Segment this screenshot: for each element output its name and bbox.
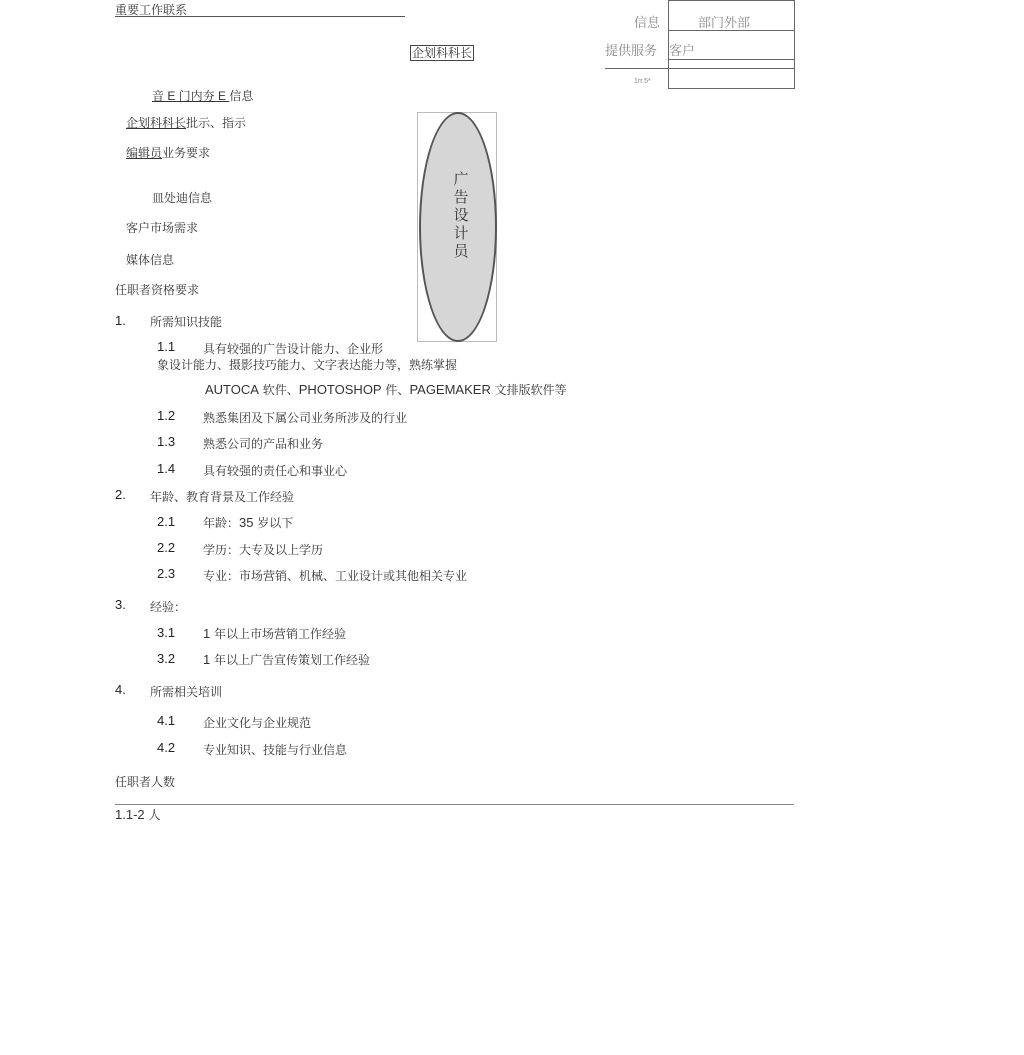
headcount-label: 任职者人数 — [115, 775, 176, 789]
age-label: 年龄： — [203, 516, 240, 530]
info-box-divider — [668, 59, 795, 60]
item-1-1-number: 1.1 — [157, 339, 176, 354]
section2-number: 2. — [115, 487, 126, 502]
info-box-divider — [605, 68, 795, 69]
internal-info-line2 — [126, 144, 210, 161]
headcount-unit: 人 — [144, 808, 161, 822]
item-2-2-text: 学历：大专及以上学历 — [203, 543, 324, 557]
item-1-3-text: 熟悉公司的产品和业务 — [203, 437, 324, 451]
internal-info-heading-suffix: 信息 — [229, 89, 254, 103]
age-value: 35 — [239, 515, 254, 530]
item-2-3-number: 2.3 — [157, 566, 176, 581]
software-text: 软件、 — [258, 383, 299, 397]
section1-title: 所需知识技能 — [150, 315, 223, 329]
item-1-2-number: 1.2 — [157, 408, 176, 423]
item-1-1-line2: 象设计能力、摄影技巧能力、文字表达能力等，熟练掌握 — [157, 358, 458, 372]
item-4-2-text: 专业知识、技能与行业信息 — [203, 743, 348, 757]
section4-number: 4. — [115, 682, 126, 697]
section3-number: 3. — [115, 597, 126, 612]
info-label: 信息 — [634, 16, 661, 31]
headcount-number: 1.1-2 — [115, 807, 145, 822]
item-1-4-text: 具有较强的责任心和事业心 — [203, 464, 348, 478]
item-3-2-number: 3.2 — [157, 651, 176, 666]
external-info-heading: 皿处迪信息 — [152, 191, 213, 205]
planning-chief-link: 企划科科长 — [126, 116, 187, 130]
dept-value: 部门外部 — [698, 16, 751, 31]
internal-info-heading-main: 音 E 门内夯 E — [152, 89, 230, 103]
item-1-1-line1: 具有较强的广告设计能力、企业形 — [203, 342, 384, 356]
header-underline — [115, 16, 405, 17]
section3-title: 经验： — [150, 600, 187, 614]
service-label: 提供服务 — [605, 44, 658, 59]
external-info-line2: 媒体信息 — [126, 253, 175, 267]
item-2-3-text: 专业：市场营销、机械、工业设计或其他相关专业 — [203, 569, 468, 583]
pagemaker-text: PAGEMAKER — [409, 382, 491, 397]
item-1-3-number: 1.3 — [157, 434, 176, 449]
page-header-title: 重要工作联系 — [115, 3, 188, 17]
item-2-1-number: 2.1 — [157, 514, 176, 529]
headcount-value — [115, 806, 160, 823]
customer-value: 客户 — [669, 44, 696, 59]
item-4-1-text: 企业文化与企业规范 — [203, 716, 312, 730]
age-suffix: 岁以下 — [253, 516, 294, 530]
small-note: 1rr.5* — [634, 78, 651, 85]
photoshop-text: PHOTOSHOP — [298, 382, 382, 397]
item-1-2-text: 熟悉集团及下属公司业务所涉及的行业 — [203, 411, 408, 425]
item-2-2-number: 2.2 — [157, 540, 176, 555]
layout-software-text: 文排版软件等 — [490, 383, 567, 397]
section1-number: 1. — [115, 313, 126, 328]
line2-rest: 业务要求 — [162, 146, 211, 160]
item-3-2-rest: 年以上广告宣传策划工作经验 — [210, 653, 371, 667]
item-3-2-text — [203, 651, 370, 668]
section4-title: 所需相关培训 — [150, 685, 223, 699]
item-3-2-years: 1 — [203, 652, 211, 667]
section2-title: 年龄、教育背景及工作经验 — [150, 490, 295, 504]
item-2-1-text — [203, 514, 293, 531]
planning-chief-box — [410, 44, 474, 61]
item-1-4-number: 1.4 — [157, 461, 176, 476]
line1-rest: 批示、指示 — [186, 116, 247, 130]
editor-link: 编辑员 — [126, 146, 163, 160]
item-3-1-number: 3.1 — [157, 625, 176, 640]
item-1-1-line3 — [205, 381, 567, 398]
autocad-text: AUTOCA — [205, 382, 259, 397]
ad-designer-label: 广告设计员 — [453, 170, 469, 260]
qualifications-heading: 任职者资格要求 — [115, 283, 200, 297]
planning-chief-label: 企划科科长 — [412, 46, 473, 60]
headcount-divider — [115, 804, 794, 805]
item-3-1-rest: 年以上市场营销工作经验 — [210, 627, 347, 641]
item-4-1-number: 4.1 — [157, 713, 176, 728]
internal-info-heading — [152, 87, 253, 104]
piece-text: 件、 — [381, 383, 410, 397]
item-4-2-number: 4.2 — [157, 740, 176, 755]
external-info-line1: 客户市场需求 — [126, 221, 199, 235]
internal-info-line1 — [126, 114, 246, 131]
item-3-1-text — [203, 625, 346, 642]
item-3-1-years: 1 — [203, 626, 211, 641]
